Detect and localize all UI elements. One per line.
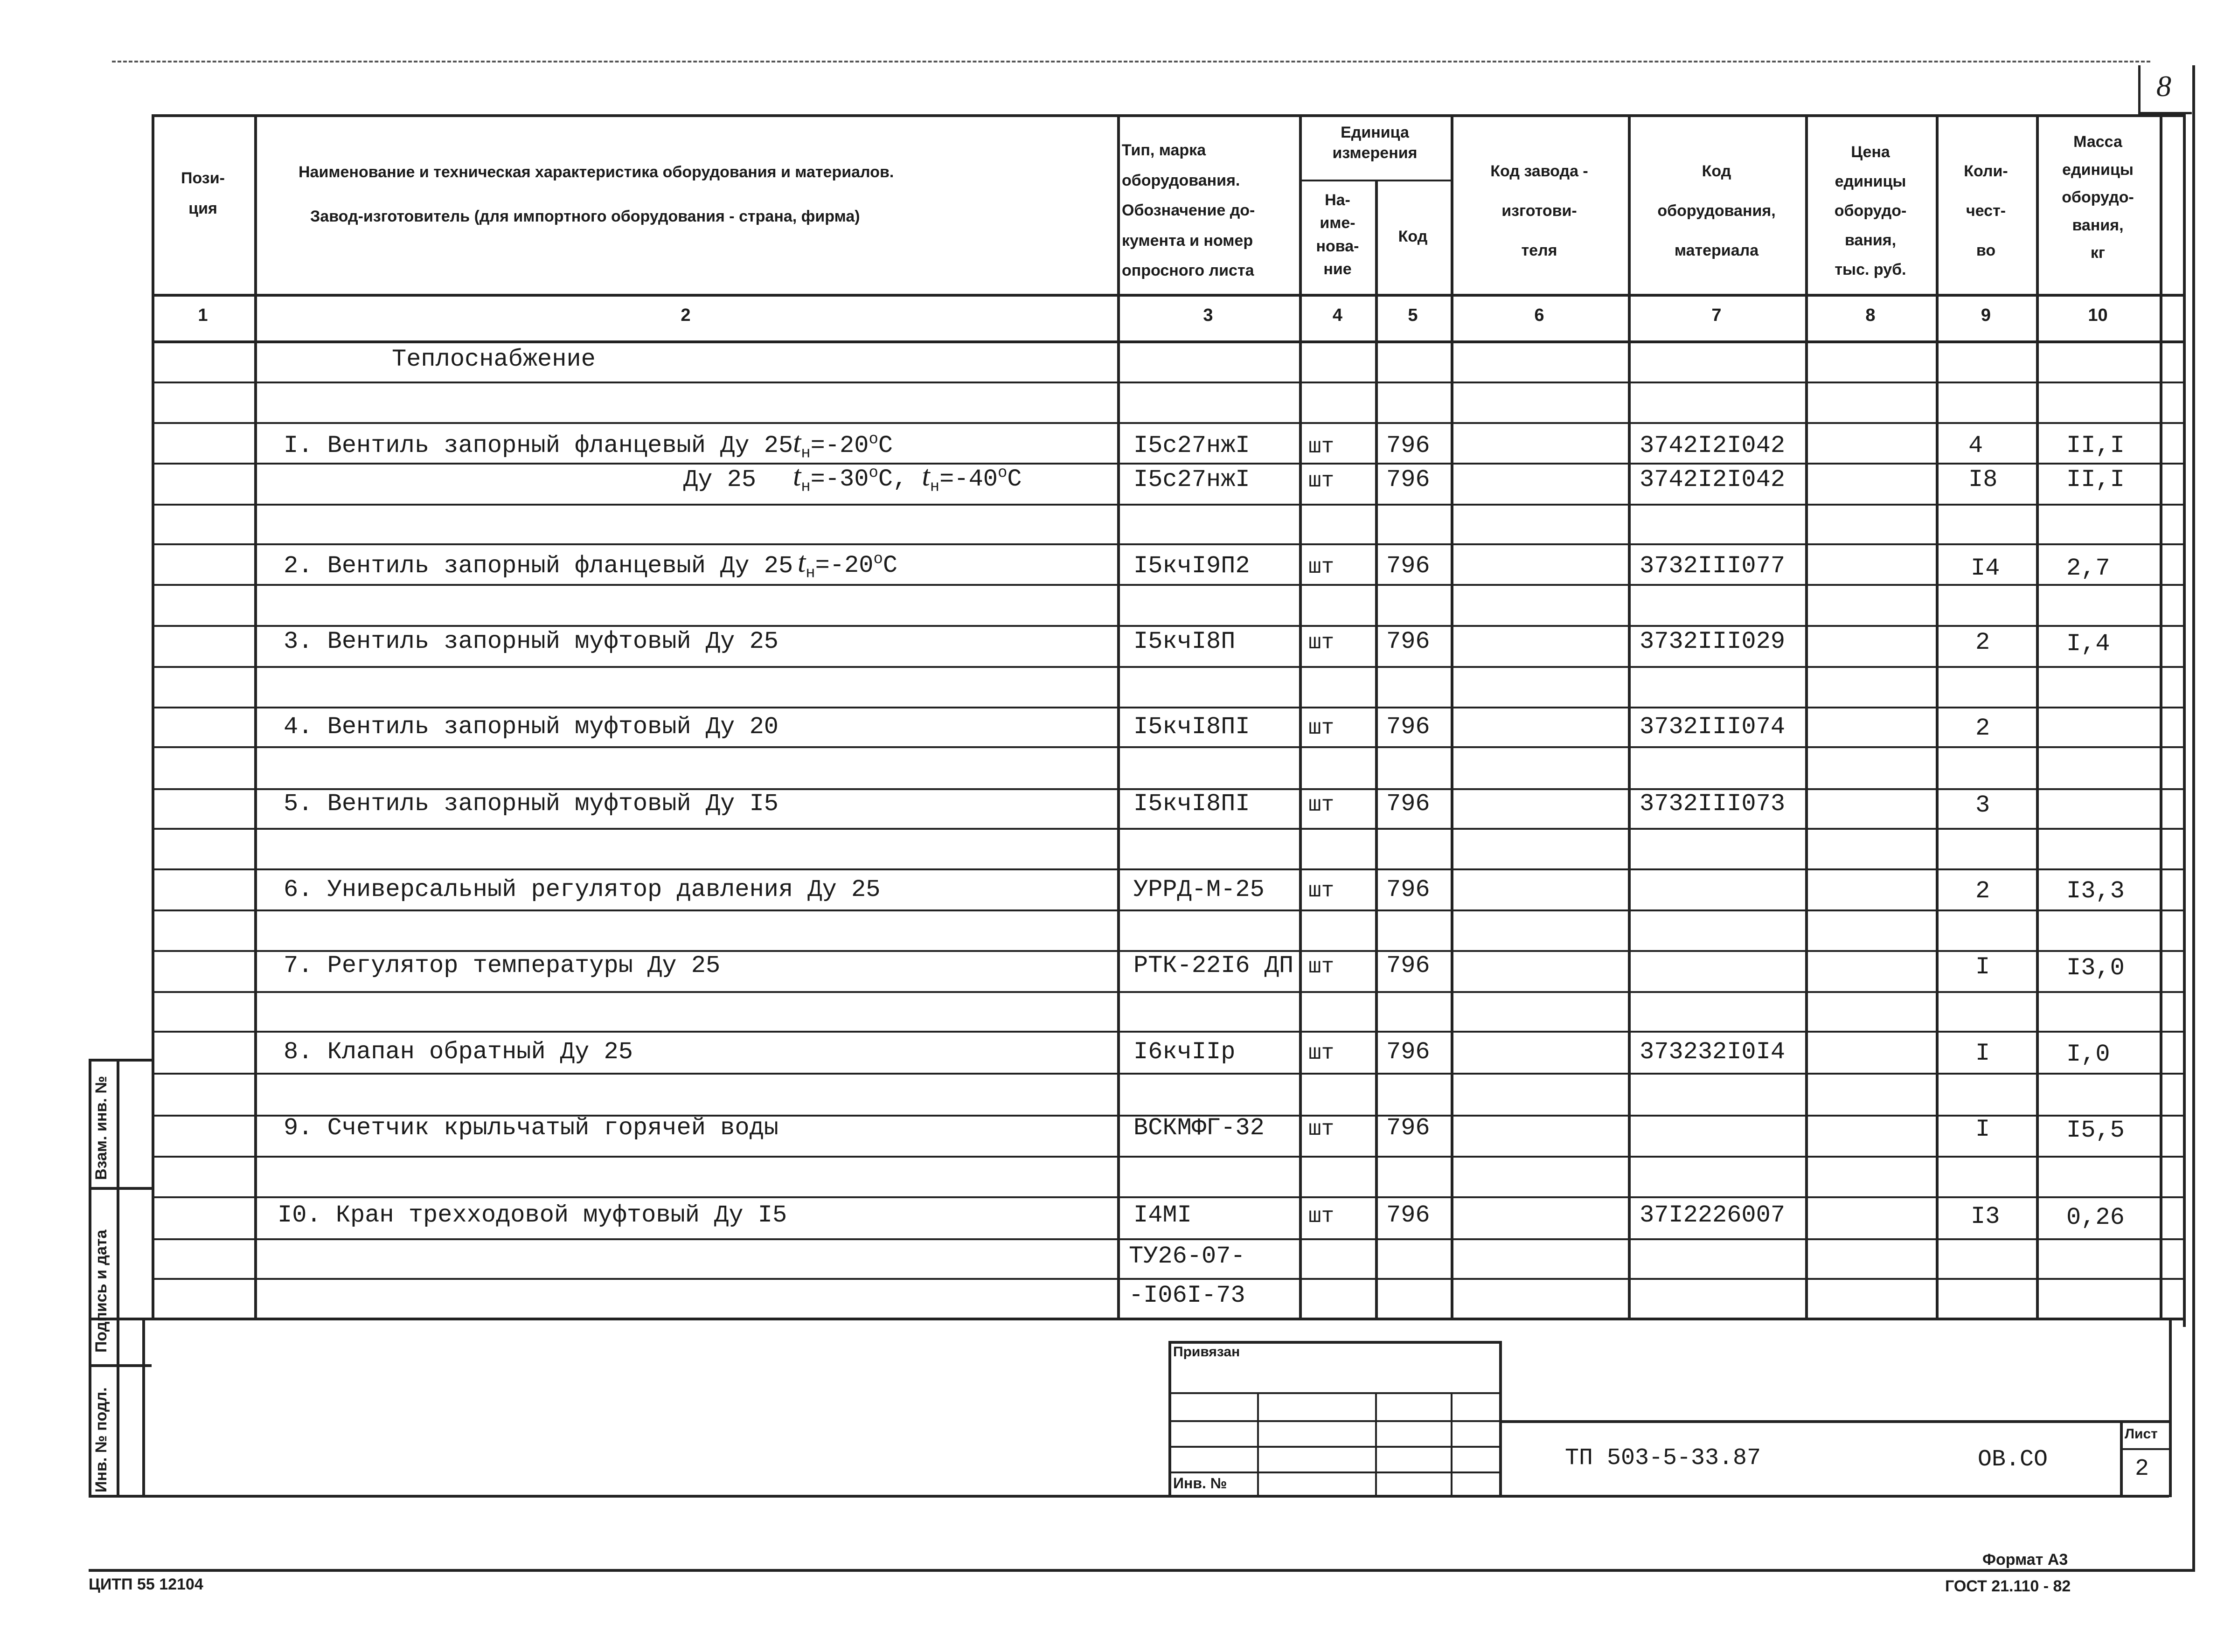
footer-code: ЦИТП 55 12104 <box>89 1576 203 1593</box>
doc-code: ТП 503-5-33.87 <box>1565 1445 1761 1472</box>
block-bottom <box>89 1495 2169 1498</box>
temperature-condition: $t_н=-20^oС$ <box>793 427 893 463</box>
item-type-continuation: ТУ26-07- <box>1129 1242 1245 1270</box>
header-mass: Масса единицы оборудо- вания, кг <box>2062 133 2134 262</box>
item-unit-code: 796 <box>1386 1114 1430 1142</box>
item-equipment-code: 373232I0I4 <box>1640 1038 1786 1066</box>
item-unit-code: 796 <box>1386 713 1430 741</box>
header-position: Пози- ция <box>181 169 225 217</box>
colnum-4: 4 <box>1332 305 1343 325</box>
colnum-5: 5 <box>1408 305 1418 325</box>
row-line <box>152 746 2185 748</box>
item-name: I0. Кран трехходовой муфтовый Ду I5 <box>278 1201 787 1229</box>
temperature-condition: $t_н=-30^oС$, $t_н=-40^oС$ <box>793 460 1022 496</box>
doc-code-top <box>1502 1420 2169 1423</box>
item-unit: шт <box>1308 879 1334 903</box>
item-mass: I3,3 <box>2066 877 2125 905</box>
col-line-4 <box>1375 180 1378 1318</box>
colnum-8: 8 <box>1865 305 1876 325</box>
sheet-split <box>2120 1448 2169 1450</box>
item-equipment-code: 3732III073 <box>1640 790 1786 818</box>
frame-right <box>2192 65 2195 1572</box>
row-line <box>152 543 2185 545</box>
item-quantity: I4 <box>1971 555 2000 582</box>
item-quantity: I <box>1975 1116 1990 1143</box>
item-equipment-code: 3732III077 <box>1640 552 1786 580</box>
block-right <box>2169 1318 2172 1497</box>
item-type: I5кчI8ПI <box>1133 713 1250 741</box>
item-type: УРРД-М-25 <box>1133 876 1265 903</box>
item-unit-code: 796 <box>1386 466 1430 493</box>
header-name-line2: Завод-изготовитель (для импортного оборудования - страна, фирма) <box>310 208 860 225</box>
item-type-continuation: -I06I-73 <box>1129 1282 1245 1309</box>
header-unit-code: Код <box>1398 228 1428 245</box>
inv-no-label: Инв. № <box>1173 1475 1227 1492</box>
side-label-inv-podl: Инв. № подл. <box>92 1387 110 1492</box>
row-line <box>152 1073 2185 1075</box>
privyazan-label: Привязан <box>1173 1344 1240 1360</box>
row-line <box>152 422 2185 424</box>
header-quantity: Коли- чест- во <box>1964 162 2008 259</box>
section-title: Теплоснабжение <box>392 346 596 373</box>
colnum-7: 7 <box>1711 305 1722 325</box>
item-name: 6. Универсальный регулятор давления Ду 25 <box>284 876 881 903</box>
item-type: I5с27нжI <box>1133 432 1250 459</box>
item-unit: шт <box>1308 1117 1334 1141</box>
block-left-edge <box>142 1318 145 1497</box>
item-mass: I,0 <box>2066 1041 2110 1068</box>
header-type: Тип, марка оборудования. Обозначение до- кумента и номер опросного листа <box>1122 141 1255 280</box>
temperature-condition: $t_н=-20^oС$ <box>798 547 898 583</box>
colnum-2: 2 <box>681 305 691 325</box>
item-unit-code: 796 <box>1386 552 1430 580</box>
item-unit-code: 796 <box>1386 1201 1430 1229</box>
item-mass: II,I <box>2066 466 2125 493</box>
item-quantity: 2 <box>1975 877 1990 905</box>
item-type: I5кчI8ПI <box>1133 790 1250 818</box>
sheet-number: 2 <box>2135 1456 2149 1482</box>
item-name: 9. Счетчик крыльчатый горячей воды <box>284 1114 778 1142</box>
colnum-10: 10 <box>2088 305 2108 325</box>
sheet-label: Лист <box>2125 1426 2158 1442</box>
item-name: 2. Вентиль запорный фланцевый Ду 25 <box>284 552 793 580</box>
item-quantity: 2 <box>1975 715 1990 742</box>
item-quantity: I <box>1975 953 1990 981</box>
row-line <box>152 991 2185 993</box>
item-quantity: 2 <box>1975 629 1990 656</box>
header-unit-name: На- име- нова- ние <box>1316 191 1359 278</box>
item-name: 8. Клапан обратный Ду 25 <box>284 1038 633 1066</box>
header-name-line1: Наименование и техническая характеристика оборудования и материалов. <box>299 163 894 181</box>
row-line <box>152 1238 2185 1240</box>
row-line <box>152 1278 2185 1280</box>
col-line-1 <box>254 114 257 1318</box>
item-name: 5. Вентиль запорный муфтовый Ду I5 <box>284 790 778 818</box>
item-unit: шт <box>1308 1204 1334 1229</box>
item-equipment-code: 3732III029 <box>1640 628 1786 655</box>
item-unit: шт <box>1308 469 1334 493</box>
header-factory-code: Код завода - изготови- теля <box>1490 162 1588 259</box>
col-line-2 <box>1117 114 1120 1318</box>
item-name: 4. Вентиль запорный муфтовый Ду 20 <box>284 713 778 741</box>
item-name: 3. Вентиль запорный муфтовый Ду 25 <box>284 628 778 655</box>
item-mass: I,4 <box>2066 630 2110 658</box>
privyazan-vline <box>1375 1392 1377 1495</box>
item-quantity: 3 <box>1975 791 1990 819</box>
item-equipment-code: 3732III074 <box>1640 713 1786 741</box>
item-unit-code: 796 <box>1386 952 1430 979</box>
row-line <box>152 584 2185 586</box>
item-type: I4МI <box>1133 1201 1192 1229</box>
item-quantity: 4 <box>1968 432 1983 459</box>
item-mass: I5,5 <box>2066 1117 2125 1144</box>
sheet-col-left <box>2120 1420 2123 1495</box>
row-line <box>152 1196 2185 1198</box>
footer-gost: ГОСТ 21.110 - 82 <box>1945 1577 2071 1595</box>
side-strip-left <box>89 1059 91 1497</box>
item-equipment-code: 3742I2I042 <box>1640 432 1786 459</box>
frame-bottom <box>89 1569 2195 1572</box>
col-line-7 <box>1805 114 1808 1318</box>
row-line <box>152 504 2185 506</box>
privyazan-vline <box>1451 1392 1453 1495</box>
item-type: I5кчI9П2 <box>1133 552 1250 580</box>
header-equipment-code: Код оборудования, материала <box>1657 162 1776 259</box>
item-equipment-code: 3742I2I042 <box>1640 466 1786 493</box>
side-strip-div1 <box>89 1187 152 1190</box>
side-label-vzam: Взам. инв. № <box>92 1076 110 1180</box>
item-type: I5с27нжI <box>1133 466 1250 493</box>
row-line <box>152 828 2185 830</box>
row-line <box>152 463 2185 465</box>
colnum-1: 1 <box>198 305 208 325</box>
colnum-6: 6 <box>1534 305 1544 325</box>
side-strip-top <box>89 1059 152 1062</box>
row-line <box>152 382 2185 383</box>
top-dashed-line <box>112 61 2150 62</box>
item-quantity: I <box>1975 1040 1990 1067</box>
row-line <box>152 707 2185 708</box>
row-line <box>152 666 2185 668</box>
item-unit-code: 796 <box>1386 790 1430 818</box>
header-bottom <box>152 294 2185 297</box>
col-line-9 <box>2036 114 2039 1318</box>
colnum-3: 3 <box>1203 305 1213 325</box>
colnum-9: 9 <box>1981 305 1991 325</box>
item-type: I5кчI8П <box>1133 628 1236 655</box>
col-line-8 <box>1936 114 1939 1318</box>
item-unit-code: 796 <box>1386 1038 1430 1066</box>
item-equipment-code: 37I2226007 <box>1640 1201 1786 1229</box>
item-unit: шт <box>1308 1041 1334 1065</box>
row-line <box>152 1156 2185 1158</box>
item-quantity: I3 <box>1971 1203 2000 1230</box>
item-unit: шт <box>1308 955 1334 979</box>
item-mass: I3,0 <box>2066 954 2125 982</box>
footer-format: Формат А3 <box>1982 1551 2068 1569</box>
item-unit-code: 796 <box>1386 876 1430 903</box>
item-mass: 0,26 <box>2066 1204 2125 1231</box>
item-unit: шт <box>1308 793 1334 817</box>
item-name: 7. Регулятор температуры Ду 25 <box>284 952 721 979</box>
item-name: Ду 25 <box>683 466 757 493</box>
item-type: ВСКМФГ-32 <box>1133 1114 1265 1142</box>
header-unit: Единица измерения <box>1332 124 1418 162</box>
table-top <box>152 114 2185 117</box>
row-line <box>152 625 2185 627</box>
item-unit-code: 796 <box>1386 432 1430 459</box>
item-type: I6кчIIр <box>1133 1038 1236 1066</box>
row-line <box>152 1031 2185 1033</box>
side-strip-inner <box>117 1059 119 1497</box>
side-label-podpis: Подпись и дата <box>92 1229 110 1353</box>
row-line <box>152 868 2185 870</box>
item-unit: шт <box>1308 716 1334 740</box>
item-mass: 2,7 <box>2066 555 2110 582</box>
table-bottom <box>89 1318 2185 1320</box>
col-line-6 <box>1628 114 1631 1318</box>
col-line-5 <box>1451 114 1453 1318</box>
item-type: РТК-22I6 ДП <box>1133 952 1294 979</box>
item-unit-code: 796 <box>1386 628 1430 655</box>
item-mass: II,I <box>2066 432 2125 459</box>
col-line-3 <box>1299 114 1302 1318</box>
doc-mark: ОВ.СО <box>1978 1446 2048 1473</box>
privyazan-vline <box>1257 1392 1259 1495</box>
item-unit: шт <box>1308 435 1334 459</box>
item-unit: шт <box>1308 555 1334 579</box>
header-price: Цена единицы оборудо- вания, тыс. руб. <box>1834 143 1907 278</box>
colnum-bottom <box>152 340 2185 343</box>
item-name: I. Вентиль запорный фланцевый Ду 25 <box>284 432 793 459</box>
item-quantity: I8 <box>1968 466 1998 493</box>
row-line <box>152 909 2185 911</box>
page-number: 8 <box>2156 69 2171 103</box>
col-line-10 <box>2160 114 2162 1318</box>
item-unit: шт <box>1308 631 1334 655</box>
